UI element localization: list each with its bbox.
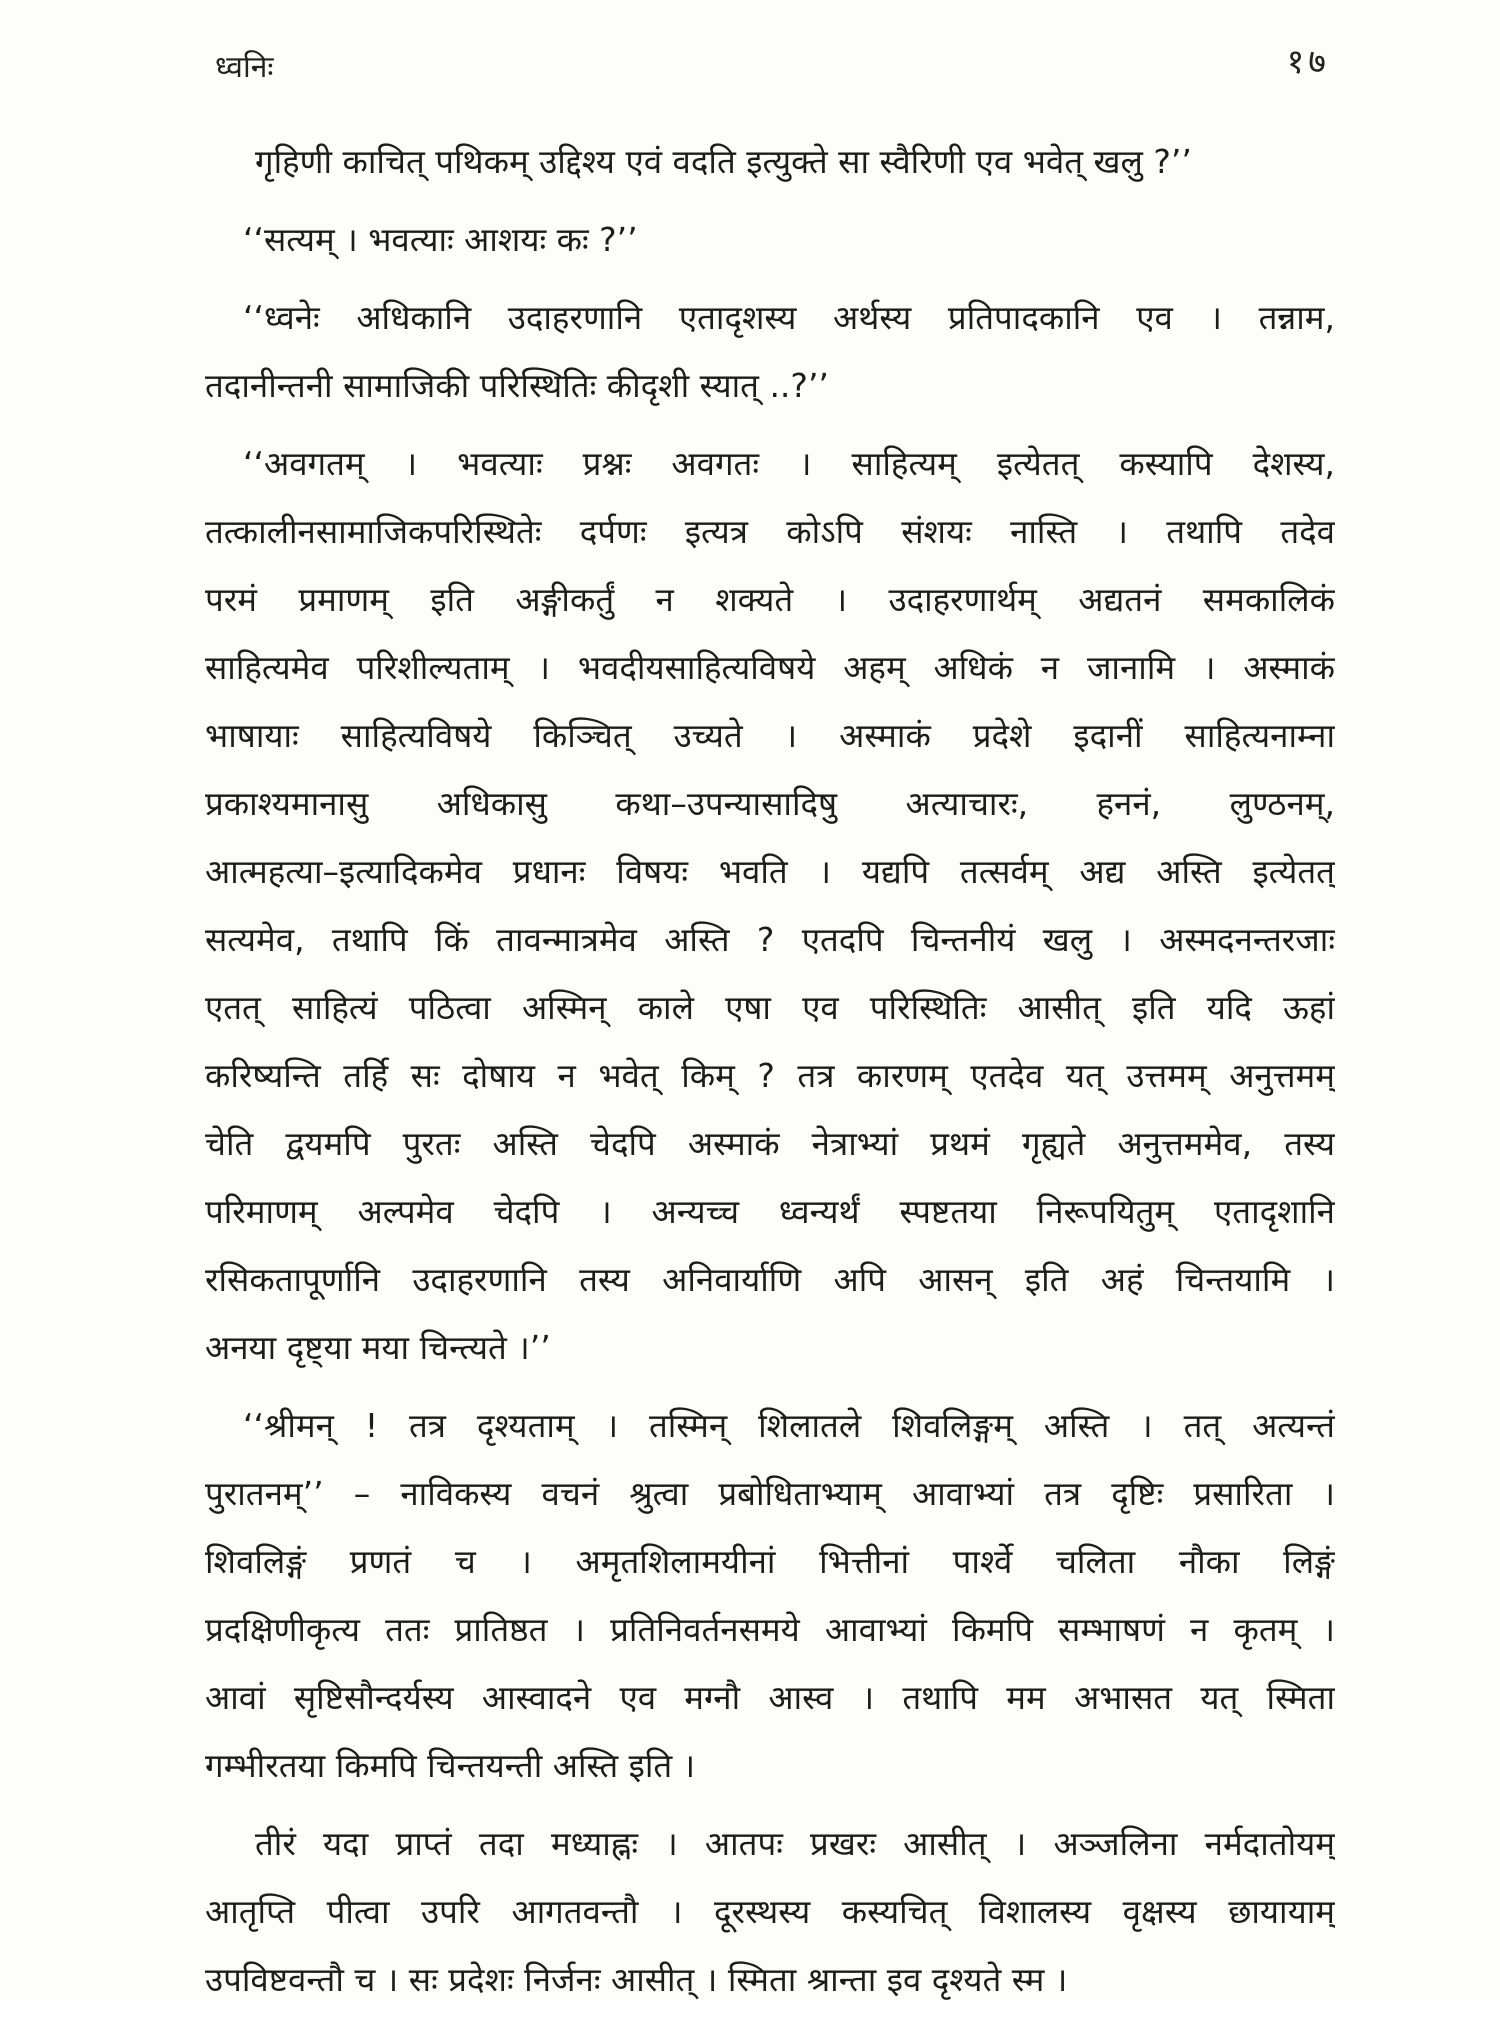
text-line: परमं प्रमाणम् इति अङ्गीकर्तुं न शक्यते । उदाहरणार्थम् अद्यतनं समकालिकं xyxy=(205,580,1335,619)
page-number: १७ xyxy=(1286,42,1330,82)
text-line: चेति द्वयमपि पुरतः अस्ति चेदपि अस्माकं नेत्राभ्यां प्रथमं गृह्यते अनुत्तममेव, तस्य xyxy=(205,1124,1335,1163)
text-line: आत्महत्या–इत्यादिकमेव प्रधानः विषयः भवति । यद्यपि तत्सर्वम् अद्य अस्ति इत्येतत् xyxy=(205,852,1335,891)
text-line: ‘‘श्रीमन् ! तत्र दृश्यताम् । तस्मिन् शिलातले शिवलिङ्गम् अस्ति । तत् अत्यन्तं xyxy=(243,1406,1335,1445)
paragraph xyxy=(205,1392,1335,1800)
text-line: पुरातनम्’’ – नाविकस्य वचनं श्रुत्वा प्रबोधिताभ्याम् आवाभ्यां तत्र दृष्टिः प्रसारिता । xyxy=(205,1474,1335,1513)
paragraph xyxy=(205,206,1335,274)
text-line: आवां सृष्टिसौन्दर्यस्य आस्वादने एव मग्नौ आस्व । तथापि मम अभासत यत् स्मिता xyxy=(205,1678,1335,1717)
text-line: तीरं यदा प्राप्तं तदा मध्याह्नः । आतपः प्रखरः आसीत् । अञ्जलिना नर्मदातोयम् xyxy=(255,1824,1335,1863)
text-line: करिष्यन्ति तर्हि सः दोषाय न भवेत् किम् ? तत्र कारणम् एतदेव यत् उत्तमम् अनुत्तमम् xyxy=(205,1056,1335,1095)
text-line: उपविष्टवन्तौ च । सः प्रदेशः निर्जनः आसीत् । स्मिता श्रान्ता इव दृश्यते स्म । xyxy=(205,1960,1068,1999)
text-line: अनया दृष्ट्या मया चिन्त्यते ।’’ xyxy=(205,1328,551,1367)
running-head-title: ध्वनिः xyxy=(215,50,274,85)
text-line: प्रदक्षिणीकृत्य ततः प्रातिष्ठत । प्रतिनिवर्तनसमये आवाभ्यां किमपि सम्भाषणं न कृतम् । xyxy=(205,1610,1335,1649)
text-line: ‘‘ध्वनेः अधिकानि उदाहरणानि एतादृशस्य अर्थस्य प्रतिपादकानि एव । तन्नाम, xyxy=(243,298,1335,337)
text-line: एतत् साहित्यं पठित्वा अस्मिन् काले एषा एव परिस्थितिः आसीत् इति यदि ऊहां xyxy=(205,988,1335,1027)
text-line: प्रकाश्यमानासु अधिकासु कथा–उपन्यासादिषु अत्याचारः, हननं, लुण्ठनम्, xyxy=(205,784,1335,823)
text-line: ‘‘सत्यम् । भवत्याः आशयः कः ?’’ xyxy=(243,220,638,259)
text-line: परिमाणम् अल्पमेव चेदपि । अन्यच्च ध्वन्यर्थं स्पष्टतया निरूपयितुम् एतादृशानि xyxy=(205,1192,1335,1231)
paragraph xyxy=(205,1810,1335,2014)
text-line: गृहिणी काचित् पथिकम् उद्दिश्य एवं वदति इत्युक्ते सा स्वैरिणी एव भवेत् खलु ?’’ xyxy=(255,142,1192,181)
text-line: सत्यमेव, तथापि किं तावन्मात्रमेव अस्ति ? एतदपि चिन्तनीयं खलु । अस्मदनन्तरजाः xyxy=(205,920,1335,959)
paragraph xyxy=(205,128,1335,196)
paragraph xyxy=(205,430,1335,1382)
text-line: ‘‘अवगतम् । भवत्याः प्रश्नः अवगतः । साहित्यम् इत्येतत् कस्यापि देशस्य, xyxy=(243,444,1335,483)
text-line: शिवलिङ्गं प्रणतं च । अमृतशिलामयीनां भित्तीनां पार्श्वे चलिता नौका लिङ्गं xyxy=(205,1542,1335,1581)
text-line: रसिकतापूर्णानि उदाहरणानि तस्य अनिवार्याणि अपि आसन् इति अहं चिन्तयामि । xyxy=(205,1260,1335,1299)
text-line: साहित्यमेव परिशील्यताम् । भवदीयसाहित्यविषये अहम् अधिकं न जानामि । अस्माकं xyxy=(205,648,1335,687)
text-line: आतृप्ति पीत्वा उपरि आगतवन्तौ । दूरस्थस्य कस्यचित् विशालस्य वृक्षस्य छायायाम् xyxy=(205,1892,1335,1931)
text-line: तदानीन्तनी सामाजिकी परिस्थितिः कीदृशी स्यात् ..?’’ xyxy=(205,366,829,405)
text-line: गम्भीरतया किमपि चिन्तयन्ती अस्ति इति । xyxy=(205,1746,696,1785)
body-text xyxy=(205,128,1335,2024)
paragraph xyxy=(205,284,1335,420)
text-line: तत्कालीनसामाजिकपरिस्थितेः दर्पणः इत्यत्र कोऽपि संशयः नास्ति । तथापि तदेव xyxy=(205,512,1335,551)
text-line: भाषायाः साहित्यविषये किञ्चित् उच्यते । अस्माकं प्रदेशे इदानीं साहित्यनाम्ना xyxy=(205,716,1335,755)
